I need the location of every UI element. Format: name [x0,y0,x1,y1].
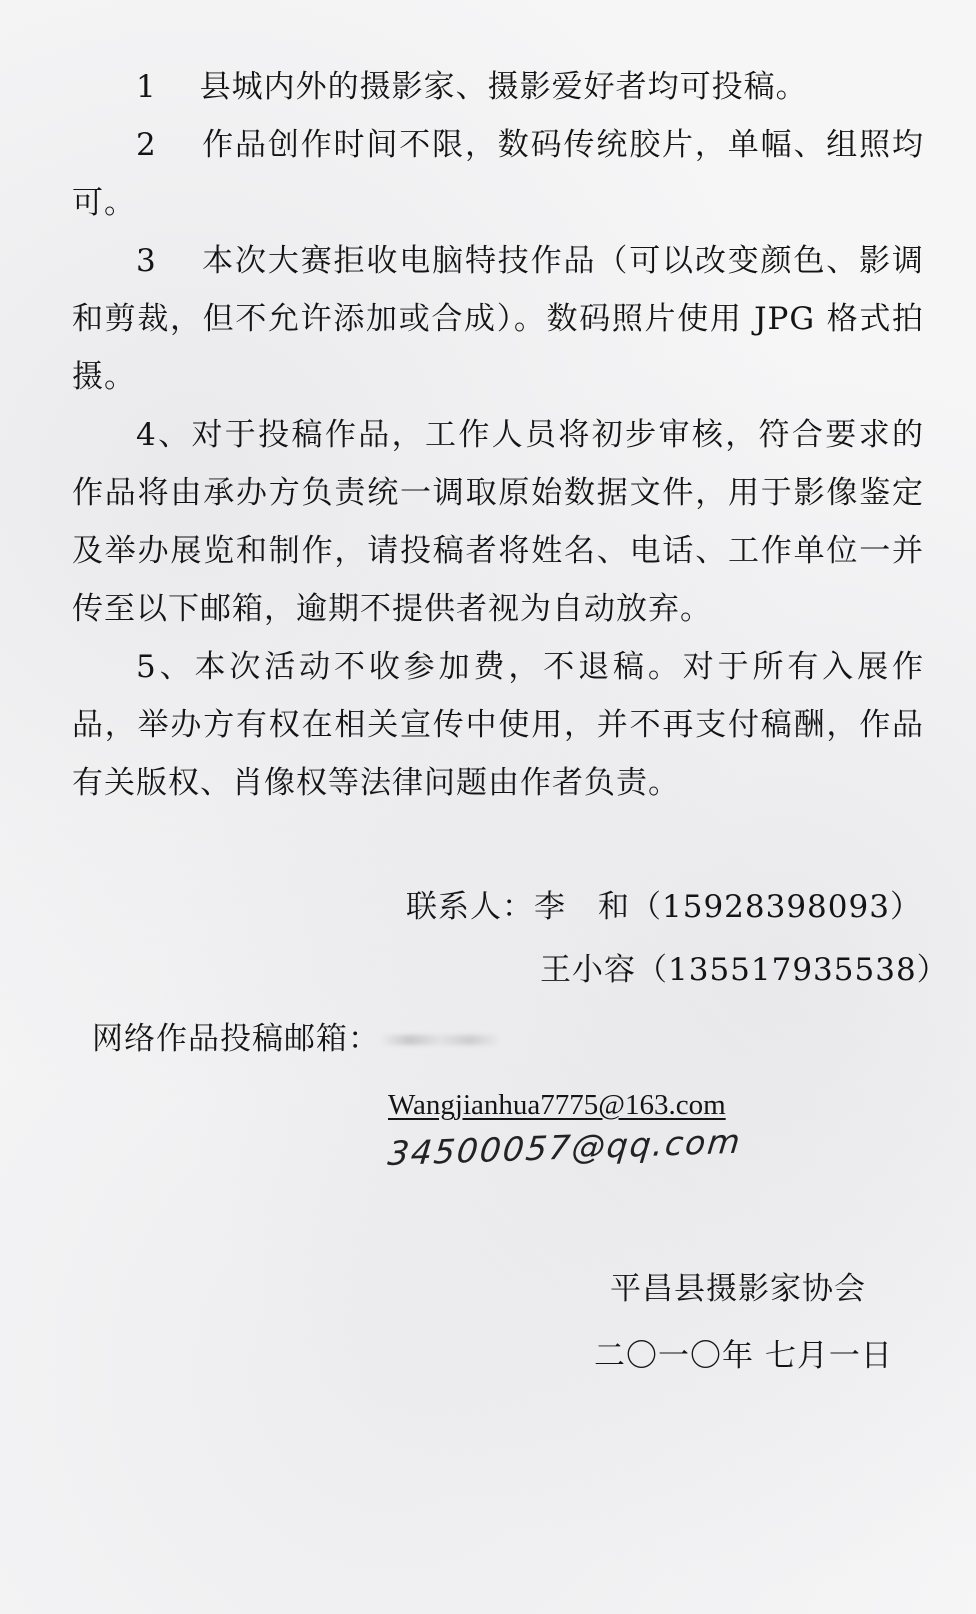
contact-secondary: 王小容（135517935538） [540,952,949,988]
redacted-region [380,1035,500,1045]
submission-email-label: 网络作品投稿邮箱： [92,1021,380,1057]
contact-label: 联系人： [406,889,534,925]
rule-number: 1 [136,69,157,105]
contact-primary [406,885,922,929]
rule-number: 4、 [136,417,192,453]
submission-email-printed: Wangjianhua7775@163.com [388,1089,726,1121]
issuing-organization: 平昌县摄影家协会 [610,1271,866,1307]
rule-number: 2 [136,127,157,163]
rule-item-4 [72,406,924,638]
rule-text: 本次大赛拒收电脑特技作品（可以改变颜色、影调和剪裁，但不允许添加或合成）。数码照片使用 JPG 格式拍摄。 [72,243,924,395]
rule-number: 5、 [136,649,195,685]
submission-email-handwritten: 34500057@qq.com [385,1121,744,1174]
rule-item-5 [72,638,924,812]
rule-item-1 [72,58,924,116]
rule-text: 县城内外的摄影家、摄影爱好者均可投稿。 [199,69,808,105]
rule-text: 作品创作时间不限，数码传统胶片，单幅、组照均可。 [72,127,924,221]
rule-item-2 [72,116,924,232]
rule-text: 对于投稿作品，工作人员将初步审核，符合要求的作品将由承办方负责统一调取原始数据文件，用于影像鉴定及举办展览和制作，请投稿者将姓名、电话、工作单位一并传至以下邮箱，逾期不提供者视为自动放弃。 [72,417,924,627]
rule-number: 3 [136,243,157,279]
rule-text: 本次活动不收参加费，不退稿。对于所有入展作品，举办方有权在相关宣传中使用，并不再支付稿酬，作品有关版权、肖像权等法律问题由作者负责。 [72,649,924,801]
issue-date: 二〇一〇年 七月一日 [594,1338,893,1374]
rule-item-3 [72,232,924,406]
contact-primary-value: 李 和（15928398093） [534,889,922,925]
